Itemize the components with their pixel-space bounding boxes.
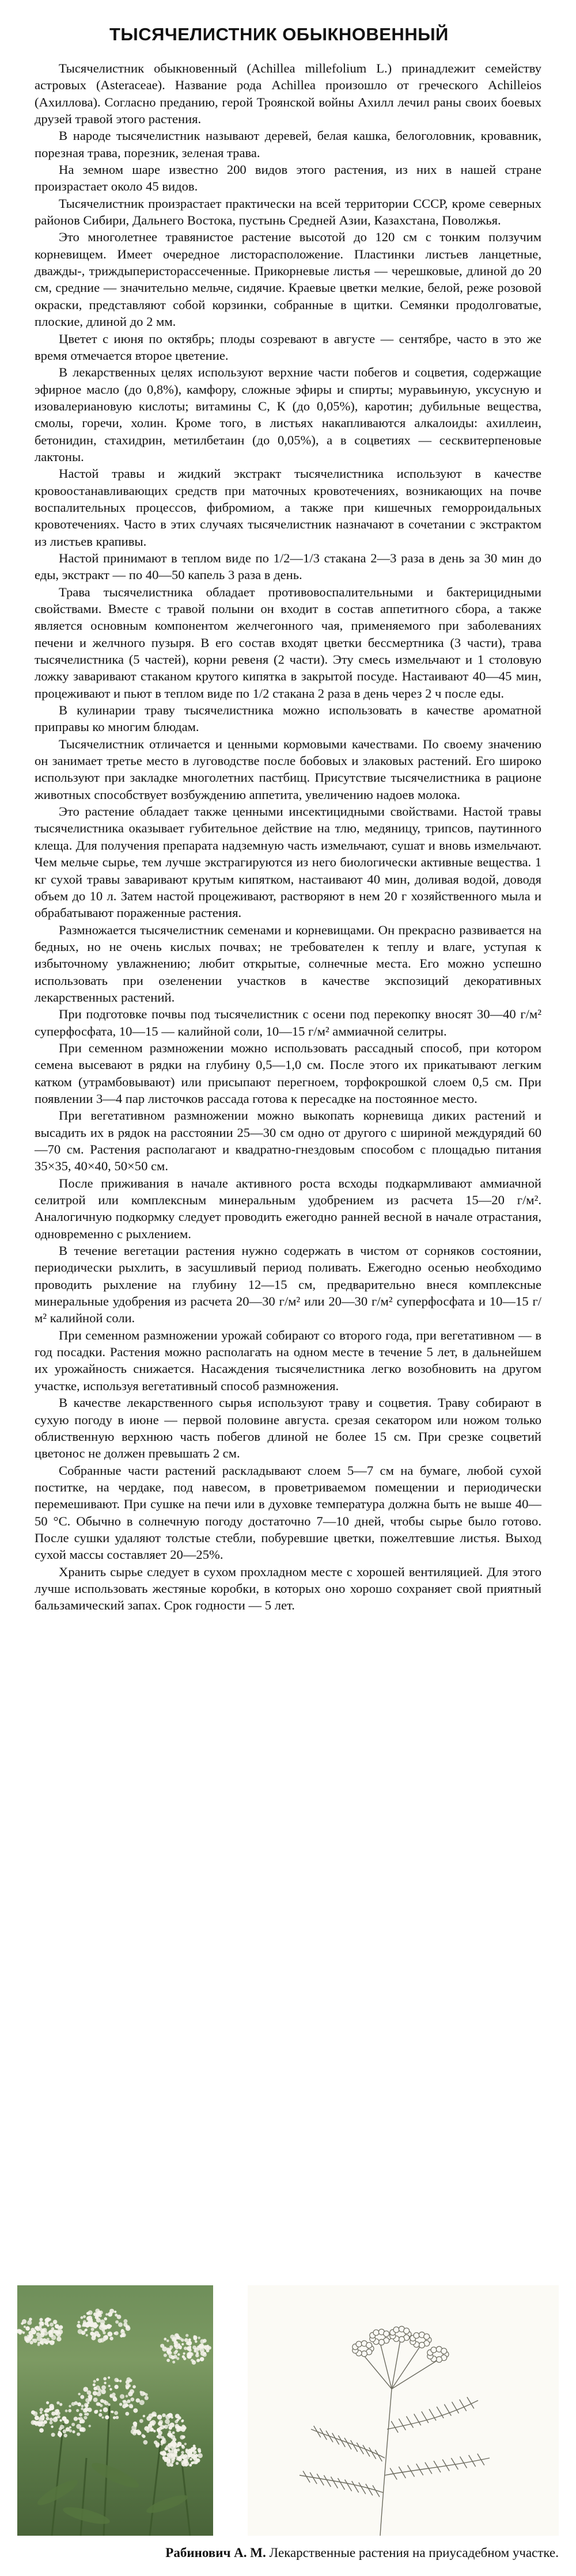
- paragraph: Тысячелистник отличается и ценными кормовыми качествами. По своему значению он занимает третье место в луговодстве после бобовых и злаковых растений. Его широко используют при закладке многолетних пастбищ. Присутствие тысячелистника в рационе животных способствует возбуждению аппетита, увеличению надоев молока.: [35, 736, 541, 802]
- article-body: [35, 60, 541, 1614]
- paragraph: Собранные части растений раскладывают слоем 5—7 см на бумаге, любой сухой поститке, на чердаке, под навесом, в проветриваемом помещении и периодически перемешивают. При сушке на печи или в духовке температура должна быть не выше 40—50 °С. Обычно в солнечную погоду достаточно 7—10 дней, чтобы сырье было готово. После сушки удаляют толстые стебли, побуревшие цветки, пожелтевшие листья. Выход сухой массы составляет 20—25%.: [35, 1463, 541, 1562]
- page-title: ТЫСЯЧЕЛИСТНИК ОБЫКНОВЕННЫЙ: [109, 24, 449, 44]
- paragraph: Настой травы и жидкий экстракт тысячелистника используют в качестве кровоостанавливающих средств при маточных кровотечениях, возникающих на почве воспалительных процессов, фибромиом, а также при кишечных геморроидальных кровотечениях. Часто в этих случаях тысячелистник назначают в сочетании с экстрактом из листьев крапивы.: [35, 466, 541, 549]
- yarrow-botanical-drawing-icon: [248, 2285, 559, 2536]
- paragraph: Это многолетнее травянистое растение высотой до 120 см с тонким ползучим корневищем. Имеет очередное листорасположение. Пластинки листьев ланцетные, дважды-, триждыперисторассеченные. Прикорневые листья — черешковые, длиной до 20 см, средние — значительно мельче, сидячие. Краевые цветки мелкие, белой, реже розовой окраски, представляют собой корзинки, собранные в щитки. Семянки продолговатые, плоские, длиной до 2 мм.: [35, 230, 541, 329]
- caption-book: Лекарственные растения на приусадебном участке.: [269, 2545, 559, 2560]
- paragraph: Размножается тысячелистник семенами и корневищами. Он прекрасно развивается на бедных, но не очень кислых почвах; не требователен к теплу и влаге, уступая к избыточному увлажнению; любит открытые, солнечные места. Его можно успешно использовать при озеленении участков в качестве экспозиций декоративных лекарственных растений.: [35, 922, 541, 1004]
- paragraph: При семенном размножении можно использовать рассадный способ, при котором семена высевают в рядки на глубину 0,5—1,0 см. После этого их прикатывают легким катком (утрамбовывают) или присыпают перегноем, торфокрошкой слоем 0,5 см. При появлении 3—4 пар листочков рассада готова к пересадке на постоянное место.: [35, 1040, 541, 1106]
- paragraph: Цветет с июня по октябрь; плоды созревают в августе — сентябре, часто в это же время отмечается второе цветение.: [35, 331, 541, 363]
- paragraph: Тысячелистник обыкновенный (Achillea millefolium L.) принадлежит семейству астровых (Asteraceae). Название рода Achillea произошло от греческого Achilleios (Ахиллова). Согласно преданию, герой Троянской войны Ахилл лечил раны своих боевых друзей травой этого растения.: [35, 61, 541, 127]
- paragraph: При семенном размножении урожай собирают со второго года, при вегетативном — в год посадки. Растения можно располагать на одном месте в течение 5 лет, в дальнейшем их урожайность снижается. Насаждения тысячелистника легко возобновить на другом участке, используя вегетативный способ размножения.: [35, 1327, 541, 1393]
- paragraph: В народе тысячелистник называют деревей, белая кашка, белоголовник, кровавник, порезная трава, порезник, зеленая трава.: [35, 128, 541, 160]
- paragraph: Настой принимают в теплом виде по 1/2—1/3 стакана 2—3 раза в день за 30 мин до еды, экстракт — по 40—50 капель 3 раза в день.: [35, 550, 541, 583]
- paragraph: На земном шаре известно 200 видов этого растения, из них в нашей стране произрастает около 45 видов.: [35, 162, 541, 194]
- paragraph: После приживания в начале активного роста всходы подкармливают аммиачной селитрой или комплексным минеральным удобрением из расчета 15—20 г/м². Аналогичную подкормку следует проводить ежегодно ранней весной в начале отрастания, одновременно с рыхлением.: [35, 1175, 541, 1241]
- paragraph: Хранить сырье следует в сухом прохладном месте с хорошей вентиляцией. Для этого лучше использовать жестяные коробки, в которых оно хорошо сохраняет свой приятный бальзамический запах. Срок годности — 5 лет.: [35, 1564, 541, 1613]
- paragraph: В течение вегетации растения нужно содержать в чистом от сорняков состоянии, периодически рыхлить, в засушливый период поливать. Ежегодно осенью необходимо проводить рыхление на глубину 12—15 см, предварительно внеся комплексные минеральные удобрения из расчета 20—30 г/м² или 20—30 г/м² суперфосфата и 10—15 г/м² калийной соли.: [35, 1243, 541, 1326]
- paragraph: Это растение обладает также ценными инсектицидными свойствами. Настой травы тысячелистника оказывает губительное действие на тлю, медяницу, трипсов, паутинного клеща. Для получения препарата надземную часть измельчают, сушат и вновь измельчают. Чем мельче сырье, тем лучше экстрагируются из него биологически активные вещества. 1 кг сухой травы заваривают крутым кипятком, настаивают 40 мин, доливая водой, доводя объем до 10 л. Затем настой процеживают, растворяют в нем 20 г хозяйственного мыла и обрабатывают пораженные растения.: [35, 804, 541, 920]
- paragraph: В кулинарии траву тысячелистника можно использовать в качестве ароматной приправы ко многим блюдам.: [35, 703, 541, 735]
- paragraph: Тысячелистник произрастает практически на всей территории СССР, кроме северных районов Сибири, Дальнего Востока, пустынь Средней Азии, Казахстана, Поволжья.: [35, 196, 541, 228]
- caption-author: Рабинович А. М.: [165, 2545, 266, 2560]
- paragraph: Трава тысячелистника обладает противовоспалительными и бактерицидными свойствами. Вместе с травой полыни он входит в состав аппетитного сбора, а также является основным компонентом желчегонного чая, применяемого при заболеваниях печени и желчного пузыря. В его состав входят цветки бессмертника (3 части), трава тысячелистника (5 частей), корни ревеня (2 части). Эту смесь измельчают и 1 столовую ложку заваривают стаканом крутого кипятка в закрытой посуде. Настаивают 40—45 мин, процеживают и пьют в теплом виде по 1/2 стакана 2 раза в день через 2 ч после еды.: [35, 584, 541, 701]
- paragraph: В качестве лекарственного сырья используют траву и соцветия. Траву собирают в сухую погоду в июне — первой половине августа. срезая секатором или ножом только облиственную верхнюю часть побегов длиной не более 15 см. При срезке соцветий цветонос не должен превышать 2 см.: [35, 1395, 541, 1461]
- paragraph: В лекарственных целях используют верхние части побегов и соцветия, содержащие эфирное масло (до 0,8%), камфору, сложные эфиры и спирты; муравьиную, уксусную и изовалериановую кислоты; витамины С, К (до 0,05%), каротин; дубильные вещества, смолы, горечи, холин. Кроме того, в листьях накапливаются алкалоиды: ахиллеин, бетонидин, стахидрин, метилбетаин (до 0,05%), а в соцветиях — сесквитерпеновые лактоны.: [35, 365, 541, 464]
- yarrow-photo-icon: [17, 2285, 213, 2536]
- figures: [17, 2285, 559, 2536]
- paragraph: При подготовке почвы под тысячелистник с осени под перекопку вносят 30—40 г/м² суперфосфата, 10—15 — калийной соли, 10—15 г/м² аммиачной селитры.: [35, 1007, 541, 1038]
- source-caption: [17, 2544, 559, 2562]
- paragraph: При вегетативном размножении можно выкопать корневища диких растений и высадить их в рядок на расстоянии 25—30 см одно от другого с шириной междурядий 60—70 см. Растения располагают и квадратно-гнездовым способом с площадью питания 35×35, 40×40, 50×50 см.: [35, 1108, 541, 1174]
